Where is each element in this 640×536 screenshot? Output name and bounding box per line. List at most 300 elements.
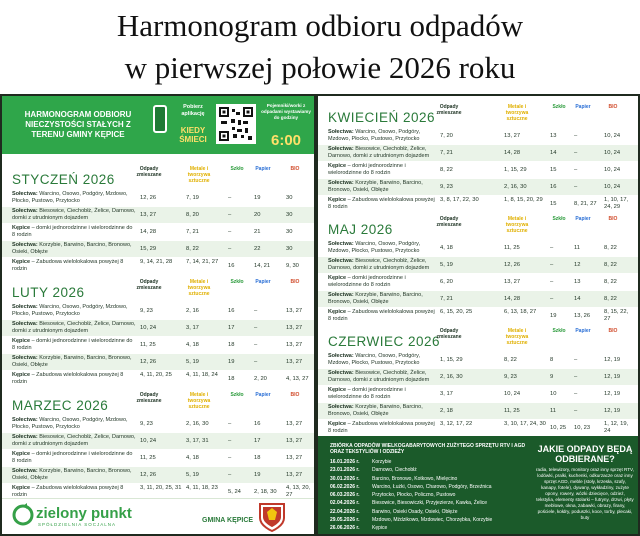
left-panel — [2, 96, 314, 534]
app-download-text: Pobierz aplikację — [181, 104, 205, 117]
cell-bio: 1, 12, 19, 24 — [604, 421, 629, 434]
cell-bio: 9, 30 — [286, 263, 299, 269]
cell-paper: 2, 20 — [254, 376, 267, 382]
cell-mixed: 3, 12, 17, 22 — [440, 421, 473, 427]
cell-bio: 13, 27 — [286, 308, 303, 314]
cell-glass: 19 — [550, 313, 557, 319]
column-header-glass: Szkło — [552, 328, 566, 334]
schedule-row — [318, 196, 638, 212]
cell-glass: 11 — [550, 408, 557, 414]
cell-paper: – — [574, 150, 578, 156]
app-name: KIEDY ŚMIECI — [179, 126, 207, 144]
column-header-mixed: Odpady zmieszane — [436, 216, 462, 228]
cell-paper: – — [574, 184, 578, 190]
column-header-bio: BIO — [608, 328, 618, 334]
column-header-paper: Papier — [575, 328, 591, 334]
schedule-row — [2, 320, 314, 336]
cell-bio: 30 — [286, 195, 293, 201]
cell-bio: 8, 15, 22, 27 — [604, 309, 629, 322]
schedule-row — [318, 352, 638, 368]
schedule-row — [2, 303, 314, 319]
cell-bio: 4, 13, 20, 27 — [286, 485, 311, 498]
bulky-waste-section — [318, 436, 638, 534]
cell-metal: 3, 17 — [186, 325, 199, 331]
cell-metal: 8, 22 — [504, 357, 517, 363]
area-label — [12, 468, 136, 481]
cell-metal: 10, 24 — [504, 391, 521, 397]
bulky-date-row: 06.03.2026 r. Przytocko, Płocko, Policzno, Pustowo — [330, 492, 456, 499]
cell-metal: 14, 28 — [504, 296, 521, 302]
area-label-bold: Sołectwa: — [328, 258, 354, 264]
column-header-mixed: Odpady zmieszane — [136, 392, 162, 404]
month-block — [318, 326, 638, 438]
schedule-row — [318, 128, 638, 144]
area-label-text: Warcino, Osowo, Podgóry, Mzdowo, Płocko, Pustowo, Przytocko — [328, 353, 421, 366]
area-label-text: – domki jednorodzinne i wielorodzinne do 8 rodzin — [328, 387, 406, 400]
bulky-date-row: 29.05.2026 r. Mzdowo, Mździkowo, Mzdowiec, Chorzębka, Korzybie — [330, 517, 493, 524]
area-label-bold: Sołectwa: — [12, 304, 38, 310]
cell-mixed: 10, 24 — [140, 438, 157, 444]
cell-mixed: 3, 11, 20, 25, 31 — [140, 485, 182, 491]
area-label-text: – Zabudowa wielolokalowa powyżej 8 rodzin — [12, 485, 124, 498]
area-label-bold: Kępice — [328, 421, 347, 427]
area-label-bold: Kępice — [12, 225, 31, 231]
bulky-question: JAKIE ODPADY BĘDĄ ODBIERANE? — [537, 444, 633, 464]
area-label-bold: Sołectwa: — [328, 370, 354, 376]
area-label — [12, 485, 136, 498]
column-header-bio: BIO — [290, 392, 300, 398]
cell-mixed: 12, 26 — [140, 195, 157, 201]
cell-glass: – — [228, 229, 232, 235]
column-header-paper: Papier — [255, 279, 271, 285]
schedule-row — [318, 179, 638, 195]
area-label-text: Warcino, Osowo, Podgóry, Mzdowo, Płocko, Pustowo, Przytocko — [12, 191, 128, 204]
cell-paper: 17 — [254, 438, 261, 444]
area-label-bold: Kępice — [328, 309, 347, 315]
area-label-bold: Sołectwa: — [12, 434, 38, 440]
area-label — [12, 304, 136, 317]
cell-metal: 1, 8, 15, 20, 29 — [504, 197, 543, 203]
area-label-bold: Sołectwa: — [12, 321, 38, 327]
page-title — [0, 0, 640, 94]
cell-mixed: 2, 16, 30 — [440, 374, 463, 380]
cell-bio: 12, 19 — [604, 357, 621, 363]
cell-paper: – — [254, 325, 258, 331]
bulky-title: ZBIÓRKA ODPADÓW WIELKOGABARYTOWYCH ZUŻYTEGO SPRZĘTU RTV I AGD ORAZ TEKSTYLIÓW I ODZIEŻY — [330, 443, 526, 455]
cell-metal: 3, 17, 31 — [186, 438, 209, 444]
schedule-row — [318, 274, 638, 290]
area-label — [12, 372, 136, 385]
area-label-bold: Sołectwa: — [12, 191, 38, 197]
cell-mixed: 7, 21 — [440, 150, 453, 156]
cell-glass: – — [550, 296, 554, 302]
bulky-date-row: 22.04.2026 r. Barwino, Osieki Osady, Osieki, Obłęże — [330, 508, 458, 515]
cell-paper: 14 — [574, 296, 581, 302]
cell-metal: 4, 11, 18, 24 — [186, 372, 218, 378]
cell-paper: 11 — [574, 245, 581, 251]
area-label — [12, 321, 136, 334]
column-header-paper: Papier — [575, 216, 591, 222]
cell-mixed: 5, 19 — [440, 262, 453, 268]
area-label-bold: Kępice — [12, 451, 31, 457]
area-label — [328, 275, 436, 288]
cell-mixed: 3, 17 — [440, 391, 453, 397]
bulky-date-row: 30.01.2026 r. Barcino, Bronowo, Kotkowo, Mielęcino — [330, 475, 458, 482]
cell-bio: 10, 24 — [604, 133, 621, 139]
cell-metal: 2, 16 — [186, 308, 199, 314]
cell-paper: 13 — [574, 279, 581, 285]
cell-metal: 12, 26 — [504, 262, 521, 268]
schedule-row — [318, 257, 638, 273]
month-block — [2, 390, 314, 502]
cell-paper: – — [574, 391, 578, 397]
column-header-bio: BIO — [290, 166, 300, 172]
column-header-metal: Metale i tworzywa sztuczne — [505, 328, 529, 346]
column-header-paper: Papier — [575, 104, 591, 110]
area-label-text: Korzybie, Barwino, Barcino, Bronowo, Osieki, Obłęże — [12, 242, 132, 255]
cell-paper: 20 — [254, 212, 261, 218]
cell-paper: – — [574, 167, 578, 173]
column-header-glass: Szkło — [552, 216, 566, 222]
area-label-bold: Sołectwa: — [328, 146, 354, 152]
cell-glass: – — [228, 438, 232, 444]
cell-mixed: 9, 14, 21, 28 — [140, 259, 173, 265]
right-panel — [318, 96, 638, 534]
area-label-text: Biesowice, Ciechobłż, Żelice, Darnowo, domki z utrudnionym dojazdem — [328, 258, 430, 271]
cell-metal: 3, 10, 17, 24, 30 — [504, 421, 546, 427]
schedule-row — [2, 416, 314, 432]
cell-metal: 7, 19 — [186, 195, 199, 201]
area-label — [328, 292, 436, 305]
area-label-bold: Sołectwa: — [328, 129, 354, 135]
cell-glass: – — [550, 279, 554, 285]
cell-paper: 19 — [254, 195, 261, 201]
column-header-mixed: Odpady zmieszane — [436, 328, 462, 340]
column-header-metal: Metale i tworzywa sztuczne — [187, 392, 211, 410]
area-label-text: Korzybie, Barwino, Barcino, Bronowo, Osieki, Obłęże — [328, 180, 423, 193]
poster — [0, 94, 640, 536]
cell-metal: 1, 15, 29 — [504, 167, 527, 173]
cell-bio: 8, 22 — [604, 262, 617, 268]
area-label-bold: Kępice — [328, 275, 347, 281]
cell-glass: 9 — [550, 374, 554, 380]
cell-mixed: 8, 22 — [440, 167, 453, 173]
cell-mixed: 4, 18 — [440, 245, 453, 251]
cell-metal: 4, 18 — [186, 342, 199, 348]
area-label-text: Warcino, Osowo, Podgóry, Mzdowo, Płocko, Pustowo, Przytocko — [12, 417, 128, 430]
area-label-text: Korzybie, Barwino, Barcino, Bronowo, Osieki, Obłęże — [328, 292, 423, 305]
cell-glass: 10, 25 — [550, 425, 567, 431]
column-header-glass: Szkło — [230, 166, 244, 172]
area-label — [328, 163, 436, 176]
schedule-row — [2, 241, 314, 257]
bulky-date-row: 02.04.2026 r. Biesowice, Biesowiczki, Przyjezierze, Kawka, Żelice — [330, 500, 488, 507]
month-title: MAJ 2026 — [328, 222, 393, 237]
area-label — [12, 225, 136, 238]
cell-metal: 11, 25 — [504, 408, 520, 414]
column-header-bio: BIO — [608, 104, 618, 110]
cell-glass: – — [550, 245, 554, 251]
cell-mixed: 15, 29 — [140, 246, 157, 252]
schedule-row — [318, 145, 638, 161]
cell-glass: – — [228, 421, 232, 427]
cell-paper: 8, 21, 27 — [574, 201, 597, 207]
cell-paper: 13, 26 — [574, 313, 591, 319]
area-label-bold: Kępice — [328, 163, 347, 169]
month-block — [318, 102, 638, 214]
cell-mixed: 11, 25 — [140, 455, 156, 461]
phone-icon — [153, 105, 167, 133]
column-header-paper: Papier — [255, 166, 271, 172]
area-label-text: – domki jednorodzinne i wielorodzinne do 8 rodzin — [328, 275, 406, 288]
schedule-row — [2, 467, 314, 483]
column-header-metal: Metale i tworzywa sztuczne — [505, 216, 529, 234]
column-header-mixed: Odpady zmieszane — [136, 166, 162, 178]
area-label-text: Korzybie, Barwino, Barcino, Bronowo, Osieki, Obłęże — [12, 355, 132, 368]
area-label-text: Biesowice, Ciechobłż, Żelice, Darnowo, domki z utrudnionym dojazdem — [328, 146, 430, 159]
schedule-row — [2, 371, 314, 387]
cell-bio: 13, 27 — [286, 438, 303, 444]
area-label-text: – Zabudowa wielolokalowa powyżej 8 rodzin — [12, 372, 124, 385]
poster-header — [2, 96, 314, 154]
cell-glass: 16 — [228, 263, 235, 269]
area-label-bold: Kępice — [12, 485, 31, 491]
schedule-row — [318, 291, 638, 307]
area-label-text: – domki jednorodzinne i wielorodzinne do 8 rodzin — [12, 225, 133, 238]
cell-glass: 16 — [228, 308, 235, 314]
schedule-row — [2, 450, 314, 466]
cell-metal: 6, 13, 18, 27 — [504, 309, 537, 315]
month-title: STYCZEŃ 2026 — [12, 172, 115, 187]
cell-bio: 10, 24 — [604, 167, 621, 173]
cell-paper: – — [574, 408, 578, 414]
cell-glass: – — [550, 262, 554, 268]
cell-mixed: 9, 23 — [140, 308, 153, 314]
cell-paper: 16 — [254, 421, 261, 427]
area-label-bold: Kępice — [328, 197, 347, 203]
cell-mixed: 7, 20 — [440, 133, 453, 139]
area-label — [328, 387, 436, 400]
area-label-bold: Sołectwa: — [328, 241, 354, 247]
cell-paper: 10, 23 — [574, 425, 591, 431]
logo-subtitle: SPÓŁDZIELNIA SOCJALNA — [38, 522, 117, 527]
cell-glass: 13 — [550, 133, 557, 139]
cell-mixed: 3, 8, 17, 22, 30 — [440, 197, 479, 203]
recycle-icon — [12, 503, 34, 527]
schedule-row — [2, 224, 314, 240]
area-label-text: – Zabudowa wielolokalowa powyżej 8 rodzin — [328, 309, 435, 322]
area-label-text: – domki jednorodzinne i wielorodzinne do 8 rodzin — [328, 163, 406, 176]
bins-note: Pojemniki/worki z odpadami wystawiamy do godziny — [261, 103, 311, 120]
area-label — [328, 129, 436, 142]
area-label-text: – domki jednorodzinne i wielorodzinne do 8 rodzin — [12, 451, 133, 464]
schedule-row — [2, 354, 314, 370]
cell-paper: – — [254, 359, 258, 365]
area-label-bold: Kępice — [328, 387, 347, 393]
area-label — [12, 434, 136, 447]
cell-bio: 30 — [286, 246, 293, 252]
cell-metal: 5, 19 — [186, 472, 199, 478]
area-label — [328, 180, 436, 193]
cell-glass: 15 — [550, 167, 557, 173]
cell-paper: – — [574, 374, 578, 380]
cell-paper: – — [254, 342, 258, 348]
cell-paper: 18 — [254, 455, 261, 461]
cell-mixed: 2, 18 — [440, 408, 453, 414]
cell-bio: 1, 10, 17, 24, 29 — [604, 197, 629, 210]
qr-code-icon[interactable] — [216, 104, 256, 144]
cell-metal: 2, 16, 30 — [186, 421, 209, 427]
bins-time: 6:00 — [270, 132, 302, 149]
cell-bio: 8, 22 — [604, 279, 617, 285]
schedule-row — [318, 403, 638, 419]
area-label — [328, 309, 436, 322]
area-label-text: Biesowice, Ciechobłż, Żelice, Darnowo, domki z utrudnionym dojazdem — [12, 434, 136, 447]
column-header-metal: Metale i tworzywa sztuczne — [187, 166, 211, 184]
month-title: MARZEC 2026 — [12, 398, 109, 413]
cell-mixed: 7, 21 — [440, 296, 453, 302]
bulky-date-row: 16.01.2026 r. Korzybie — [330, 459, 392, 465]
cell-bio: 13, 27 — [286, 359, 303, 365]
area-label-bold: Sołectwa: — [328, 292, 354, 298]
cell-bio: 13, 27 — [286, 325, 303, 331]
month-block — [2, 164, 314, 276]
cell-glass: – — [228, 455, 232, 461]
cell-glass: 18 — [228, 342, 235, 348]
schedule-row — [318, 162, 638, 178]
schedule-row — [2, 258, 314, 274]
cell-bio: 12, 19 — [604, 408, 621, 414]
cell-bio: 30 — [286, 229, 293, 235]
cell-glass: 8 — [550, 357, 554, 363]
cell-mixed: 4, 11, 20, 25 — [140, 372, 172, 378]
cell-bio: 30 — [286, 212, 293, 218]
schedule-row — [318, 420, 638, 436]
area-label-bold: Sołectwa: — [12, 208, 38, 214]
area-label-text: Warcino, Osowo, Podgóry, Mzdowo, Płocko, Pustowo, Przytocko — [328, 241, 421, 254]
area-label — [12, 208, 136, 221]
column-header-glass: Szkło — [230, 392, 244, 398]
area-label-text: Warcino, Osowo, Podgóry, Mzdowo, Płocko, Pustowo, Przytocko — [328, 129, 421, 142]
area-label — [328, 146, 436, 159]
cell-mixed: 6, 20 — [440, 279, 453, 285]
cell-mixed: 13, 27 — [140, 212, 157, 218]
cell-glass: – — [228, 472, 232, 478]
column-header-bio: BIO — [290, 279, 300, 285]
area-label — [12, 355, 136, 368]
area-label — [328, 258, 436, 271]
area-label — [12, 259, 136, 272]
title-line-1: Harmonogram odbioru odpadów — [116, 8, 524, 43]
area-label-bold: Sołectwa: — [328, 353, 354, 359]
cell-metal: 7, 21 — [186, 229, 199, 235]
cell-mixed: 9, 23 — [140, 421, 153, 427]
month-title: CZERWIEC 2026 — [328, 334, 441, 349]
area-label-bold: Sołectwa: — [12, 355, 38, 361]
cell-glass: 17 — [228, 325, 235, 331]
area-label — [328, 197, 436, 210]
area-label-text: – Zabudowa wielolokalowa powyżej 8 rodzin — [12, 259, 124, 272]
area-label-bold: Sołectwa: — [12, 242, 38, 248]
area-label — [328, 370, 436, 383]
cell-metal: 13, 27 — [504, 133, 521, 139]
area-label-text: Korzybie, Barwino, Barcino, Bronowo, Osieki, Obłęże — [12, 468, 132, 481]
cell-bio: 13, 27 — [286, 421, 303, 427]
area-label — [12, 242, 136, 255]
bulky-dates-list — [330, 458, 492, 533]
cell-bio: 13, 27 — [286, 455, 303, 461]
area-label-bold: Sołectwa: — [12, 417, 38, 423]
area-label-text: Biesowice, Ciechobłż, Żelice, Darnowo, domki z utrudnionym dojazdem — [328, 370, 430, 383]
cell-bio: 10, 24 — [604, 150, 621, 156]
cell-metal: 9, 23 — [504, 374, 517, 380]
area-label-bold: Kępice — [12, 259, 31, 265]
bulky-date-row: 23.01.2026 r. Darnowo, Ciechobłż — [330, 467, 417, 474]
cell-metal: 13, 27 — [504, 279, 521, 285]
cell-paper: – — [574, 133, 578, 139]
area-label — [12, 338, 136, 351]
cell-mixed: 14, 28 — [140, 229, 157, 235]
column-header-mixed: Odpady zmieszane — [436, 104, 462, 116]
title-line-2: w pierwszej połowie 2026 roku — [124, 50, 516, 85]
cell-metal: 4, 18 — [186, 455, 199, 461]
area-label-text: Warcino, Osowo, Podgóry, Mzdowo, Płocko, Pustowo, Przytocko — [12, 304, 128, 317]
column-header-metal: Metale i tworzywa sztuczne — [505, 104, 529, 122]
cell-paper: 12 — [574, 262, 581, 268]
area-label-bold: Sołectwa: — [328, 404, 354, 410]
cell-paper: 14, 21 — [254, 263, 271, 269]
area-label-text: Korzybie, Barwino, Barcino, Bronowo, Osieki, Obłęże — [328, 404, 423, 417]
cell-glass: 15 — [550, 201, 557, 207]
cell-glass: 10 — [550, 391, 557, 397]
cell-paper: 22 — [254, 246, 261, 252]
area-label — [328, 241, 436, 254]
cell-paper: 2, 18, 30 — [254, 489, 277, 495]
cell-bio: 10, 24 — [604, 184, 621, 190]
area-label — [12, 451, 136, 464]
logo-text: zielony punkt — [36, 505, 132, 522]
month-title: LUTY 2026 — [12, 285, 85, 300]
schedule-row — [318, 386, 638, 402]
cell-mixed: 9, 23 — [440, 184, 453, 190]
cell-glass: – — [228, 212, 232, 218]
cell-mixed: 10, 24 — [140, 325, 157, 331]
month-block — [2, 277, 314, 389]
coat-of-arms-icon — [258, 502, 286, 532]
zielony-punkt-logo — [12, 503, 132, 532]
column-header-mixed: Odpady zmieszane — [136, 279, 162, 291]
area-label — [328, 404, 436, 417]
schedule-row — [318, 240, 638, 256]
area-label-text: – domki jednorodzinne i wielorodzinne do 8 rodzin — [12, 338, 133, 351]
cell-glass: – — [228, 246, 232, 252]
area-label — [328, 353, 436, 366]
area-label-text: – Zabudowa wielolokalowa powyżej 8 rodzin — [328, 421, 435, 434]
area-label-bold: Kępice — [12, 338, 31, 344]
header-title: HARMONOGRAM ODBIORU NIECZYSTOŚCI STAŁYCH Z TERENU GMINY KĘPICE — [24, 110, 132, 139]
cell-paper: – — [254, 308, 258, 314]
cell-glass: – — [228, 195, 232, 201]
area-label-bold: Sołectwa: — [12, 468, 38, 474]
cell-glass: 19 — [228, 359, 235, 365]
schedule-row — [318, 369, 638, 385]
bulky-answer: radia, telewizory, monitory oraz inny sprzęt RTV, lodówki, pralki, kuchenki, odkurzacze oraz inny sprzęt AGD, meble (stoły, krzesła, szafy, kanapy, fotele), dywany, wykładziny, zużyte opony, rowery, wózki dziecięce, odzież, tekstylia, elementy stolarki – futryny, drzwi, płyty meblowe, okna, zabawki, obrazy, firany, pościele, kołdry, poduszki, koce, torby, plecaki, buty — [536, 467, 634, 520]
month-title: KWIECIEŃ 2026 — [328, 110, 436, 125]
cell-metal: 14, 28 — [504, 150, 521, 156]
column-header-glass: Szkło — [230, 279, 244, 285]
cell-bio: 8, 22 — [604, 245, 617, 251]
schedule-row — [2, 433, 314, 449]
